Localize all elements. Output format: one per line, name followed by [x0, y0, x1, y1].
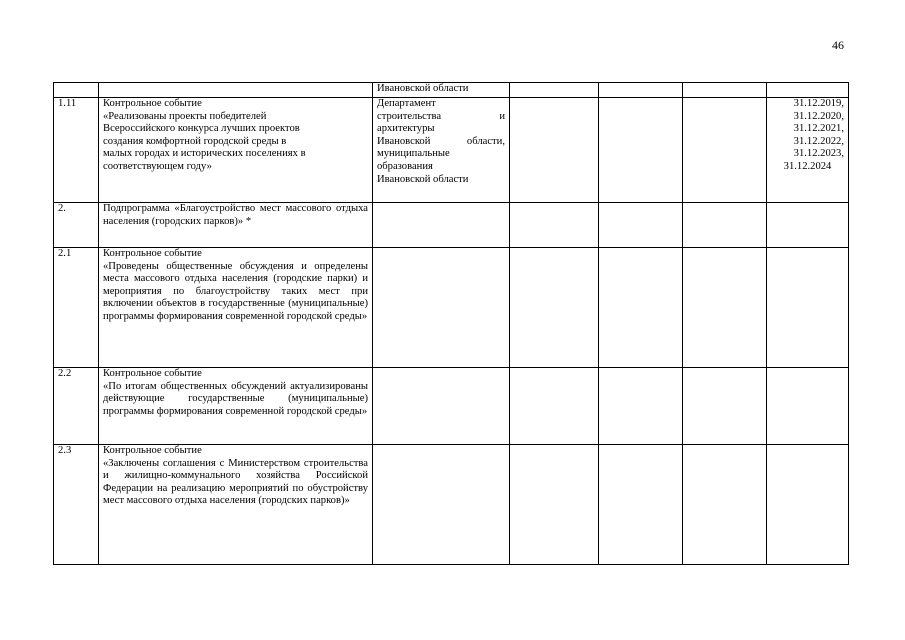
empty-cell: [599, 368, 683, 445]
table-row: [54, 445, 849, 565]
empty-cell: [767, 445, 849, 565]
row-number: 2.: [54, 203, 99, 248]
empty-cell: [683, 445, 767, 565]
name-line: малых городах и исторических поселениях в: [103, 148, 306, 160]
empty-cell: [599, 248, 683, 368]
empty-cell: [683, 203, 767, 248]
empty-cell: [510, 248, 599, 368]
event-text: «По итогам общественных обсуждений актуализированы действующие государственные (муниципальные) программы формирования современной городской среды»: [103, 380, 368, 417]
event-text: «Проведены общественные обсуждения и определены места массового отдыха населения (городские парки) и мероприятия по благоустройству таких мест при включении объектов в государственные (муниципальные) программы формирования современной городской среды»: [103, 260, 368, 322]
table-row: [54, 98, 849, 203]
row-executor: [373, 445, 510, 565]
empty-cell: [683, 368, 767, 445]
executor-line: Ивановской области: [377, 173, 469, 185]
executor-line: Ивановской области: [377, 83, 469, 94]
date-line: 31.12.2020,: [793, 110, 844, 122]
executor-line: Ивановской области,: [377, 135, 505, 147]
executor-line: Департамент: [377, 98, 436, 109]
empty-cell: [510, 445, 599, 565]
empty-cell: [767, 203, 849, 248]
date-line: 31.12.2022,: [793, 135, 844, 147]
empty-cell: [510, 368, 599, 445]
row-number: 2.2: [54, 368, 99, 445]
empty-cell: [683, 98, 767, 203]
row-executor: [373, 203, 510, 248]
date-line: 31.12.2023,: [793, 148, 844, 160]
empty-cell: [767, 248, 849, 368]
row-number: [54, 83, 99, 98]
empty-cell: [683, 248, 767, 368]
empty-cell: [599, 83, 683, 98]
date-line: 31.12.2024: [783, 160, 832, 172]
empty-cell: [683, 83, 767, 98]
event-title: Контрольное событие: [103, 445, 202, 456]
row-name: [99, 248, 373, 368]
empty-cell: [599, 445, 683, 565]
empty-cell: [767, 368, 849, 445]
name-line: соответствующем году»: [103, 160, 212, 172]
table-row: [54, 368, 849, 445]
row-name: [99, 445, 373, 565]
row-number: 2.1: [54, 248, 99, 368]
empty-cell: [599, 98, 683, 203]
row-name: [99, 98, 373, 203]
table-row: [54, 248, 849, 368]
executor-line: строительства и: [377, 110, 505, 122]
empty-cell: [510, 98, 599, 203]
event-title: Контрольное событие: [103, 248, 202, 259]
row-executor: [373, 98, 510, 203]
plan-table: [53, 82, 849, 565]
name-line: Контрольное событие: [103, 98, 202, 109]
empty-cell: [510, 83, 599, 98]
empty-cell: [510, 203, 599, 248]
date-line: 31.12.2021,: [793, 123, 844, 135]
name-line: Всероссийского конкурса лучших проектов: [103, 123, 300, 135]
table-row: [54, 203, 849, 248]
row-executor: [373, 83, 510, 98]
row-name: [99, 83, 373, 98]
row-name: Подпрограмма «Благоустройство мест массового отдыха населения (городских парков)» *: [99, 203, 373, 248]
page-number: 46: [832, 38, 844, 52]
row-dates: [767, 98, 849, 203]
row-number: 2.3: [54, 445, 99, 565]
row-number: 1.11: [54, 98, 99, 203]
executor-line: муниципальные: [377, 148, 450, 160]
empty-cell: [599, 203, 683, 248]
empty-cell: [767, 83, 849, 98]
date-line: 31.12.2019,: [793, 98, 844, 109]
name-line: «Реализованы проекты победителей: [103, 110, 267, 122]
table-row: [54, 83, 849, 98]
executor-line: образования: [377, 160, 433, 172]
row-name: [99, 368, 373, 445]
row-executor: [373, 248, 510, 368]
event-text: «Заключены соглашения с Министерством строительства и жилищно-коммунального хозяйства Российской Федерации на реализацию мероприятий по обустройству мест массового отдыха населения (городских парков)»: [103, 457, 368, 507]
executor-line: архитектуры: [377, 123, 435, 135]
row-executor: [373, 368, 510, 445]
event-title: Контрольное событие: [103, 368, 202, 379]
name-line: создания комфортной городской среды в: [103, 135, 287, 147]
